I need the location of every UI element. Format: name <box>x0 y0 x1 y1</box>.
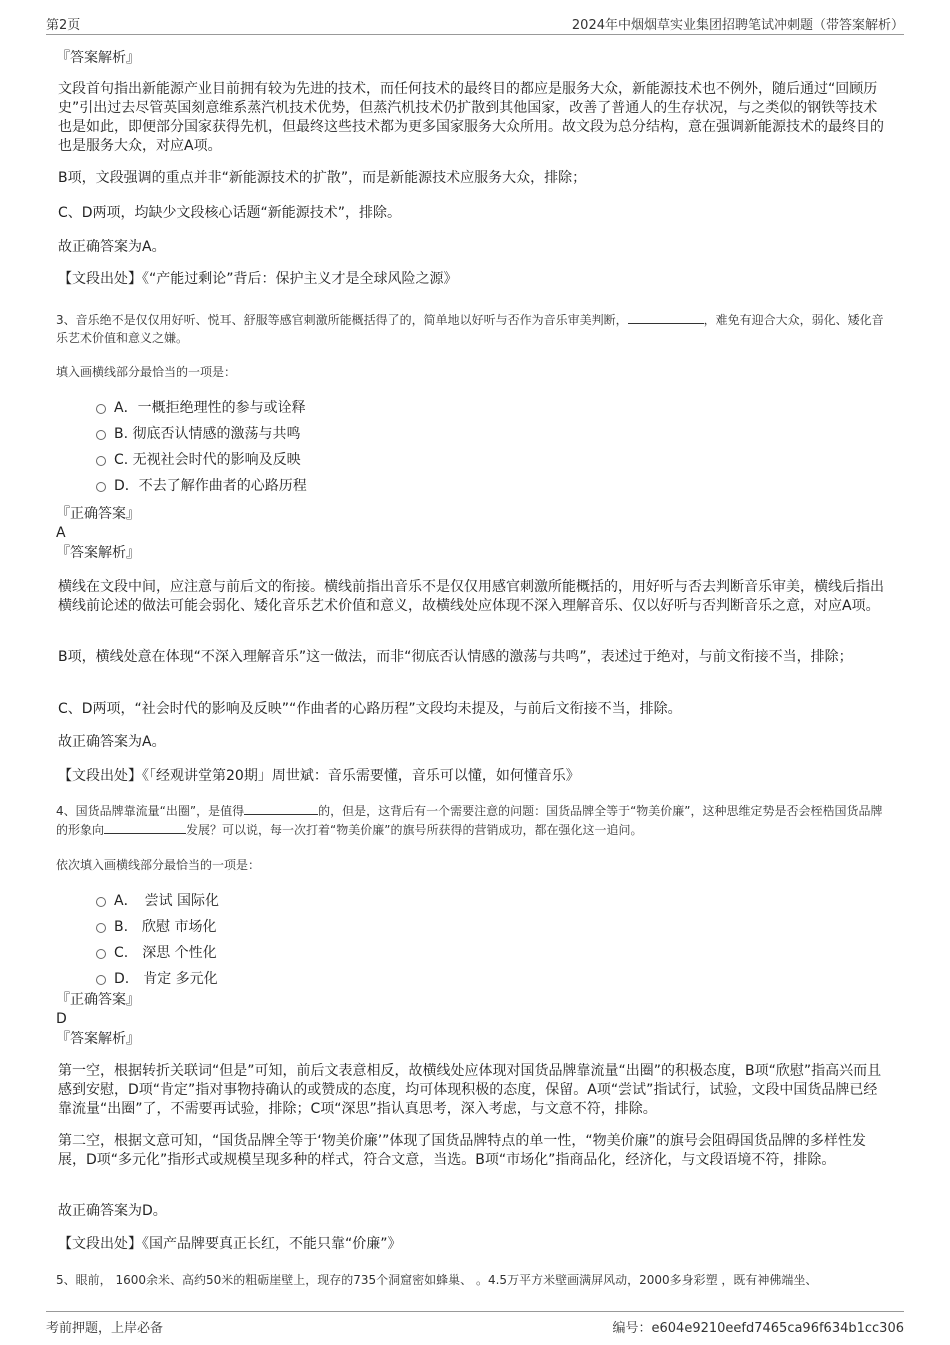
analysis-paragraph: C、D两项，“社会时代的影响及反映”“作曲者的心路历程”文段均未提及，与前后文衔接不当，排除。 <box>58 701 682 717</box>
option-a[interactable] <box>56 888 219 914</box>
page-header <box>46 12 904 35</box>
radio-icon[interactable] <box>96 949 106 959</box>
option-label: D. 肯定 多元化 <box>114 971 218 987</box>
radio-icon[interactable] <box>96 456 106 466</box>
analysis-label: 『答案解析』 <box>56 545 140 561</box>
answer-conclusion: 故正确答案为D。 <box>58 1203 167 1219</box>
document-id: 编号：e604e9210eefd7465ca96f634b1cc306 <box>612 1321 904 1336</box>
option-d[interactable] <box>56 966 219 992</box>
correct-answer-label: 『正确答案』 <box>56 992 140 1008</box>
analysis-paragraph: 文段首句指出新能源产业目前拥有较为先进的技术，而任何技术的最终目的都应是服务大众，新能源技术也不例外，随后通过“回顾历史”引出过去尽管英国刻意维系蒸汽机技术优势，但蒸汽机技术仍扩散到其他国家，改善了普通人的生存状况，与之类似的钢铁等技术也是如此，即便部分国家获得先机，但最终这些技术都为更多国家服务大众所用。故文段为总分结构，意在强调新能源技术的最终目的也是服务大众，对应A项。 <box>58 81 884 154</box>
question-stem <box>56 801 892 839</box>
option-label: A． 尝试 国际化 <box>114 893 220 909</box>
option-label: C. 无视社会时代的影响及反映 <box>114 452 301 468</box>
option-b[interactable] <box>56 421 307 447</box>
question-stem <box>56 310 890 347</box>
radio-icon[interactable] <box>96 482 106 492</box>
analysis-paragraph: 第一空，根据转折关联词“但是”可知，前后文表意相反，故横线处应体现对国货品牌靠流量“出圈”的积极态度，B项“欣慰”指高兴而且感到安慰，D项“肯定”指对事物持确认的或赞成的态度，均可体现积极的态度，保留。A项“尝试”指试行，试验，文段中国货品牌已经靠流量“出圈”了，不需要再试验，排除；C项“深思”指认真思考，深入考虑，与文意不符，排除。 <box>58 1063 882 1117</box>
analysis-paragraph: C、D两项，均缺少文段核心话题“新能源技术”，排除。 <box>58 205 402 221</box>
question-stem: 5、眼前， 1600余米、高约50米的粗砺崖壁上，现存的735个洞窟密如蜂巢、 。4.5万平方米壁画满屏风动，2000多身彩塑 ，既有神佛端坐、 <box>56 1273 818 1287</box>
correct-answer: A <box>56 525 66 541</box>
option-d[interactable] <box>56 473 307 499</box>
analysis-label: 『答案解析』 <box>56 50 140 66</box>
option-c[interactable] <box>56 447 307 473</box>
option-list <box>56 395 307 499</box>
question-prompt: 填入画横线部分最恰当的一项是： <box>56 365 237 379</box>
correct-answer-label: 『正确答案』 <box>56 506 140 522</box>
answer-blank <box>244 801 318 815</box>
page-footer <box>46 1311 904 1336</box>
option-c[interactable] <box>56 940 219 966</box>
source-citation: 【文段出处】《「经观讲堂第20期」周世斌：音乐需要懂，音乐可以懂，如何懂音乐》 <box>58 768 580 784</box>
radio-icon[interactable] <box>96 923 106 933</box>
radio-icon[interactable] <box>96 404 106 414</box>
answer-blank <box>628 310 704 324</box>
option-b[interactable] <box>56 914 219 940</box>
analysis-paragraph: 横线在文段中间，应注意与前后文的衔接。横线前指出音乐不是仅仅用感官刺激所能概括的，用好听与否去判断音乐审美，横线后指出横线前论述的做法可能会弱化、矮化音乐艺术价值和意义，故横线处应体现不深入理解音乐、仅以好听与否判断音乐之意，对应A项。 <box>58 579 884 614</box>
analysis-paragraph: B项，文段强调的重点并非“新能源技术的扩散”，而是新能源技术应服务大众，排除； <box>58 170 587 186</box>
document-title: 2024年中烟烟草实业集团招聘笔试冲刺题（带答案解析） <box>571 18 904 33</box>
option-list <box>56 888 219 992</box>
correct-answer: D <box>56 1011 67 1027</box>
analysis-label: 『答案解析』 <box>56 1031 140 1047</box>
answer-conclusion: 故正确答案为A。 <box>58 239 166 255</box>
question-prompt: 依次填入画横线部分最恰当的一项是： <box>56 858 261 872</box>
page-number: 第2页 <box>46 18 81 33</box>
radio-icon[interactable] <box>96 975 106 985</box>
answer-blank <box>104 820 186 834</box>
stem-text: 4、国货品牌靠流量“出圈”，是值得 <box>56 804 245 818</box>
option-label: D．不去了解作曲者的心路历程 <box>114 478 307 494</box>
option-label: B. 彻底否认情感的激荡与共鸣 <box>114 426 301 442</box>
stem-text: 3、音乐绝不是仅仅用好听、悦耳、舒服等感官刺激所能概括得了的，简单地以好听与否作为音乐审美判断， <box>56 313 628 327</box>
option-label: A．一概拒绝理性的参与或诠释 <box>114 400 306 416</box>
option-label: B. 欣慰 市场化 <box>114 919 217 935</box>
stem-text: ，难免有迎合大众，弱化、矮化音乐艺术价值和意义之嫌。 <box>56 313 884 345</box>
source-citation: 【文段出处】《“产能过剩论”背后：保护主义才是全球风险之源》 <box>58 271 458 287</box>
analysis-paragraph: 第二空，根据文意可知，“国货品牌全等于‘物美价廉’”体现了国货品牌特点的单一性，“物美价廉”的旗号会阻碍国货品牌的多样性发展，D项“多元化”指形式或规模呈现多种的样式，符合文意，当选。B项“市场化”指商品化，经济化，与文段语境不符，排除。 <box>58 1133 866 1168</box>
answer-conclusion: 故正确答案为A。 <box>58 734 166 750</box>
stem-text: 的，但是，这背后有一个需要注意的问题：国货品牌全等于“物美价廉”，这种思维定势是否会桎梏国货品牌的形象向 <box>56 804 883 837</box>
source-citation: 【文段出处】《国产品牌要真正长红，不能只靠“价廉”》 <box>58 1236 402 1252</box>
radio-icon[interactable] <box>96 430 106 440</box>
option-a[interactable] <box>56 395 307 421</box>
stem-text: 发展？可以说，每一次打着“物美价廉”的旗号所获得的营销成功，都在强化这一追问。 <box>186 823 643 837</box>
option-label: C. 深思 个性化 <box>114 945 217 961</box>
radio-icon[interactable] <box>96 897 106 907</box>
footer-slogan: 考前押题，上岸必备 <box>46 1321 164 1336</box>
analysis-paragraph: B项，横线处意在体现“不深入理解音乐”这一做法，而非“彻底否认情感的激荡与共鸣”，表述过于绝对，与前文衔接不当，排除； <box>58 649 853 665</box>
